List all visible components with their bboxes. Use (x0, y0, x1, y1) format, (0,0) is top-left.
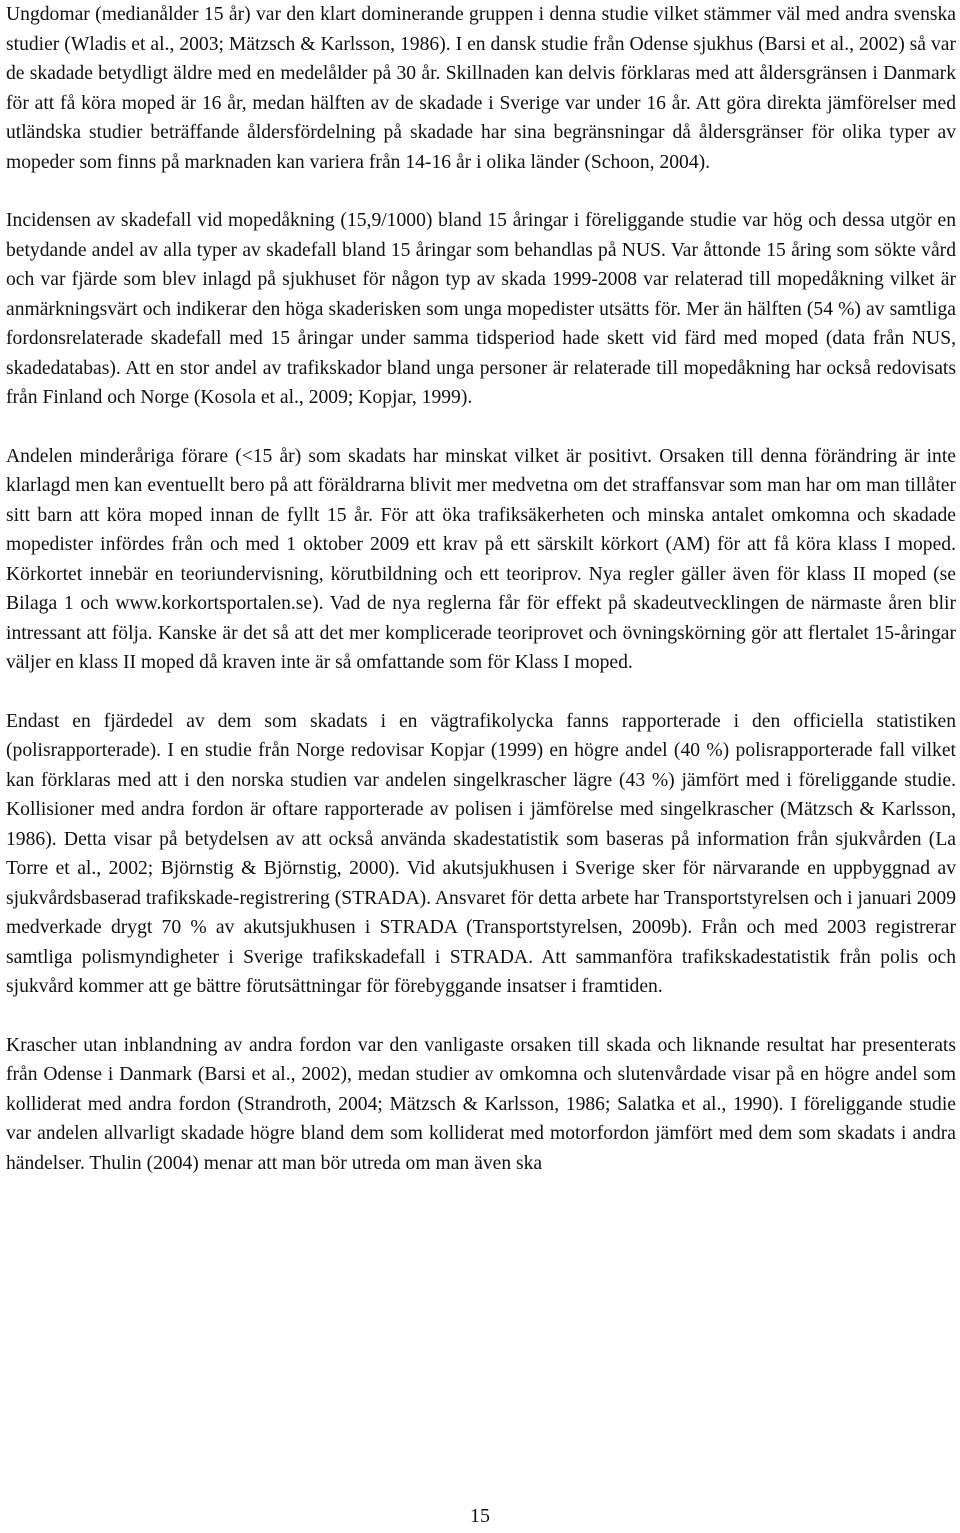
paragraph-age-distribution: Ungdomar (medianålder 15 år) var den klart dominerande gruppen i denna studie vilket stämmer väl med andra svenska studier (Wladis et al., 2003; Mätzsch & Karlsson, 1986). I en dansk studie från Odense sjukhus (Barsi et al., 2002) så var de skadade betydligt äldre med en medelålder på 30 år. Skillnaden kan delvis förklaras med att åldersgränsen i Danmark för att få köra moped är 16 år, medan hälften av de skadade i Sverige var under 16 år. Att göra direkta jämförelser med utländska studier beträffande åldersfördelning på skadade har sina begränsningar då åldersgränser för olika typer av mopeder som finns på marknaden kan variera från 14-16 år i olika länder (Schoon, 2004). (6, 4, 956, 173)
document-page (6, 0, 956, 1178)
paragraph-incidence: Incidensen av skadefall vid mopedåkning (15,9/1000) bland 15 åringar i föreliggande studie var hög och dessa utgör en betydande andel av alla typer av skadefall bland 15 åringar som behandlas på NUS. Var åttonde 15 åring som sökte vård och var fjärde som blev inlagd på sjukhuset för någon typ av skada 1999-2008 var relaterad till mopedåkning vilket är anmärkningsvärt och indikerar den höga skaderisken som unga mopedister utsätts för. Mer än hälften (54 %) av samtliga fordonsrelaterade skadefall med 15 åringar under samma tidsperiod hade skett vid färd med moped (data från NUS, skadedatabas). Att en stor andel av trafikskador bland unga personer är relaterade till mopedåkning har också redovisats från Finland och Norge (Kosola et al., 2009; Kopjar, 1999). (6, 210, 956, 408)
paragraph-spacer (6, 678, 956, 707)
paragraph-police-reporting: Endast en fjärdedel av dem som skadats i en vägtrafikolycka fanns rapporterade i den officiella statistiken (polisrapporterade). I en studie från Norge redovisar Kopjar (1999) en högre andel (40 %) polisrapporterade fall vilket kan förklaras med att i den norska studien var andelen singelkrascher lägre (43 %) jämfört med i föreliggande studie. Kollisioner med andra fordon är oftare rapporterade av polisen i jämförelse med singelkrascher (Mätzsch & Karlsson, 1986). Detta visar på betydelsen av att också använda skadestatistik som baseras på information från sjukvården (La Torre et al., 2002; Björnstig & Björnstig, 2000). Vid akutsjukhusen i Sverige sker för närvarande en uppbyggnad av sjukvårdsbaserad trafikskade-registrering (STRADA). Ansvaret för detta arbete har Transportstyrelsen och i januari 2009 medverkade drygt 70 % av akutsjukhusen i STRADA (Transportstyrelsen, 2009b). Från och med 2003 registrerar samtliga polismyndigheter i Sverige trafikskadefall i STRADA. Att sammanföra trafikskadestatistik från polis och sjukvård kommer att ge bättre förutsättningar för förebyggande insatser i framtiden. (6, 710, 956, 997)
paragraph-spacer (6, 177, 956, 206)
page-number: 15 (470, 1505, 490, 1527)
paragraph-spacer (6, 1002, 956, 1031)
paragraph-spacer (6, 413, 956, 442)
paragraph-underage-riders: Andelen minderåriga förare (<15 år) som skadats har minskat vilket är positivt. Orsaken till denna förändring är inte klarlagd men kan eventuellt bero på att föräldrarna blivit mer medvetna om det straffansvar som man har om man tillåter sitt barn att köra moped innan de fyllt 15 år. För att öka trafiksäkerheten och minska antalet omkomna och skadade mopedister infördes från och med 1 oktober 2009 ett krav på ett särskilt körkort (AM) för att få köra klass I moped. Körkortet innebär en teoriundervisning, körutbildning och ett teoriprov. Nya regler gäller även för klass II moped (se Bilaga 1 och www.korkortsportalen.se). Vad de nya reglerna får för effekt på skadeutvecklingen de närmaste åren blir intressant att följa. Kanske är det så att det mer komplicerade teoriprovet och övningskörning gör att flertalet 15-åringar väljer en klass II moped då kraven inte är så omfattande som för Klass I moped. (6, 445, 956, 673)
paragraph-crash-types: Krascher utan inblandning av andra fordon var den vanligaste orsaken till skada och liknande resultat har presenterats från Odense i Danmark (Barsi et al., 2002), medan studier av omkomna och slutenvårdade visar på en högre andel som kolliderat med andra fordon (Strandroth, 2004; Mätzsch & Karlsson, 1986; Salatka et al., 1990). I föreliggande studie var andelen allvarligt skadade högre bland dem som kolliderat med motorfordon jämfört med dem som skadats i andra händelser. Thulin (2004) menar att man bör utreda om man även ska (6, 1034, 956, 1174)
